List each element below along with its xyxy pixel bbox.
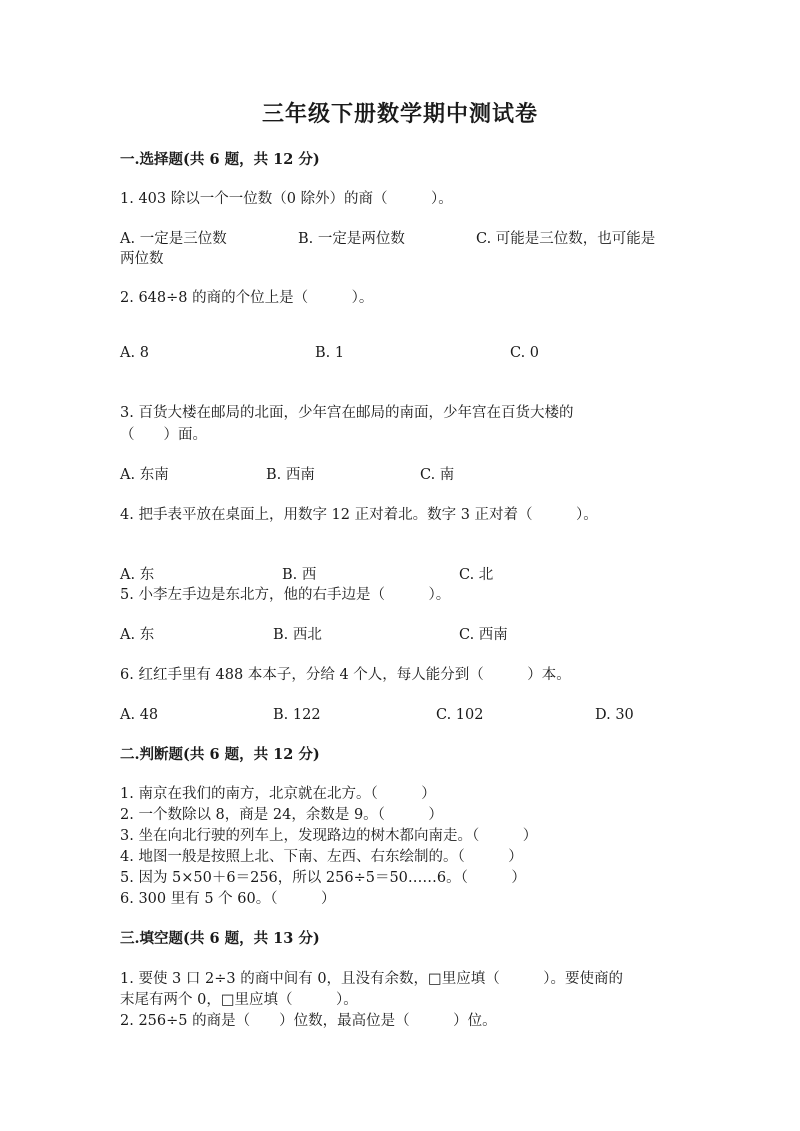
question-6-option-a: A. 48	[120, 707, 159, 723]
question-2-option-c: C. 0	[510, 345, 540, 361]
question-1-option-c-continued: 两位数	[120, 251, 164, 267]
section-heading-true-false: 二.判断题(共 6 题，共 12 分)	[120, 746, 320, 763]
judgement-item: 1. 南京在我们的南方，北京就在北方。（ ）	[120, 786, 436, 802]
question-5-stem: 5. 小李左手边是东北方，他的右手边是（ ）。	[120, 587, 451, 603]
question-6-option-d: D. 30	[595, 707, 634, 723]
judgement-item: 6. 300 里有 5 个 60。（ ）	[120, 891, 336, 907]
judgement-item: 5. 因为 5×50＋6＝256，所以 256÷5＝50……6。（ ）	[120, 870, 526, 886]
question-5-option-b: B. 西北	[273, 627, 322, 643]
question-5-option-c: C. 西南	[459, 627, 508, 643]
fill-question-1-continued: 末尾有两个 0，□里应填（ ）。	[120, 992, 358, 1008]
question-3-stem: 3. 百货大楼在邮局的北面，少年宫在邮局的南面，少年宫在百货大楼的	[120, 405, 574, 421]
fill-question-2: 2. 256÷5 的商是（ ）位数，最高位是（ ）位。	[120, 1013, 497, 1029]
question-4-stem: 4. 把手表平放在桌面上，用数字 12 正对着北。数字 3 正对着（ ）。	[120, 507, 598, 523]
question-3-option-a: A. 东南	[120, 467, 169, 483]
question-1-option-a: A. 一定是三位数	[120, 231, 227, 247]
page-title: 三年级下册数学期中测试卷	[261, 101, 538, 127]
question-4-option-c: C. 北	[459, 567, 494, 583]
question-1-option-c: C. 可能是三位数，也可能是	[476, 231, 656, 247]
judgement-item: 4. 地图一般是按照上北、下南、左西、右东绘制的。（ ）	[120, 849, 523, 865]
question-3-option-b: B. 西南	[266, 467, 315, 483]
question-2-option-b: B. 1	[315, 345, 345, 361]
question-5-option-a: A. 东	[120, 627, 155, 643]
fill-question-1: 1. 要使 3 口 2÷3 的商中间有 0，且没有余数，□里应填（ ）。要使商的	[120, 971, 623, 987]
section-heading-fill-in: 三.填空题(共 6 题，共 13 分)	[120, 930, 320, 947]
question-6-option-c: C. 102	[436, 707, 484, 723]
question-3-stem-continued: （ ）面。	[120, 427, 207, 443]
judgement-item: 3. 坐在向北行驶的列车上，发现路边的树木都向南走。（ ）	[120, 828, 538, 844]
section-heading-choice: 一.选择题(共 6 题，共 12 分)	[120, 151, 320, 168]
question-2-stem: 2. 648÷8 的商的个位上是（ ）。	[120, 290, 374, 306]
judgement-item: 2. 一个数除以 8，商是 24，余数是 9。（ ）	[120, 807, 443, 823]
question-6-option-b: B. 122	[273, 707, 321, 723]
question-4-option-b: B. 西	[282, 567, 317, 583]
question-4-option-a: A. 东	[120, 567, 155, 583]
question-3-option-c: C. 南	[420, 467, 455, 483]
question-2-option-a: A. 8	[120, 345, 149, 361]
question-1-stem: 1. 403 除以一个一位数（0 除外）的商（ ）。	[120, 191, 453, 207]
question-1-option-b: B. 一定是两位数	[298, 231, 405, 247]
question-6-stem: 6. 红红手里有 488 本本子，分给 4 个人，每人能分到（ ）本。	[120, 667, 571, 683]
